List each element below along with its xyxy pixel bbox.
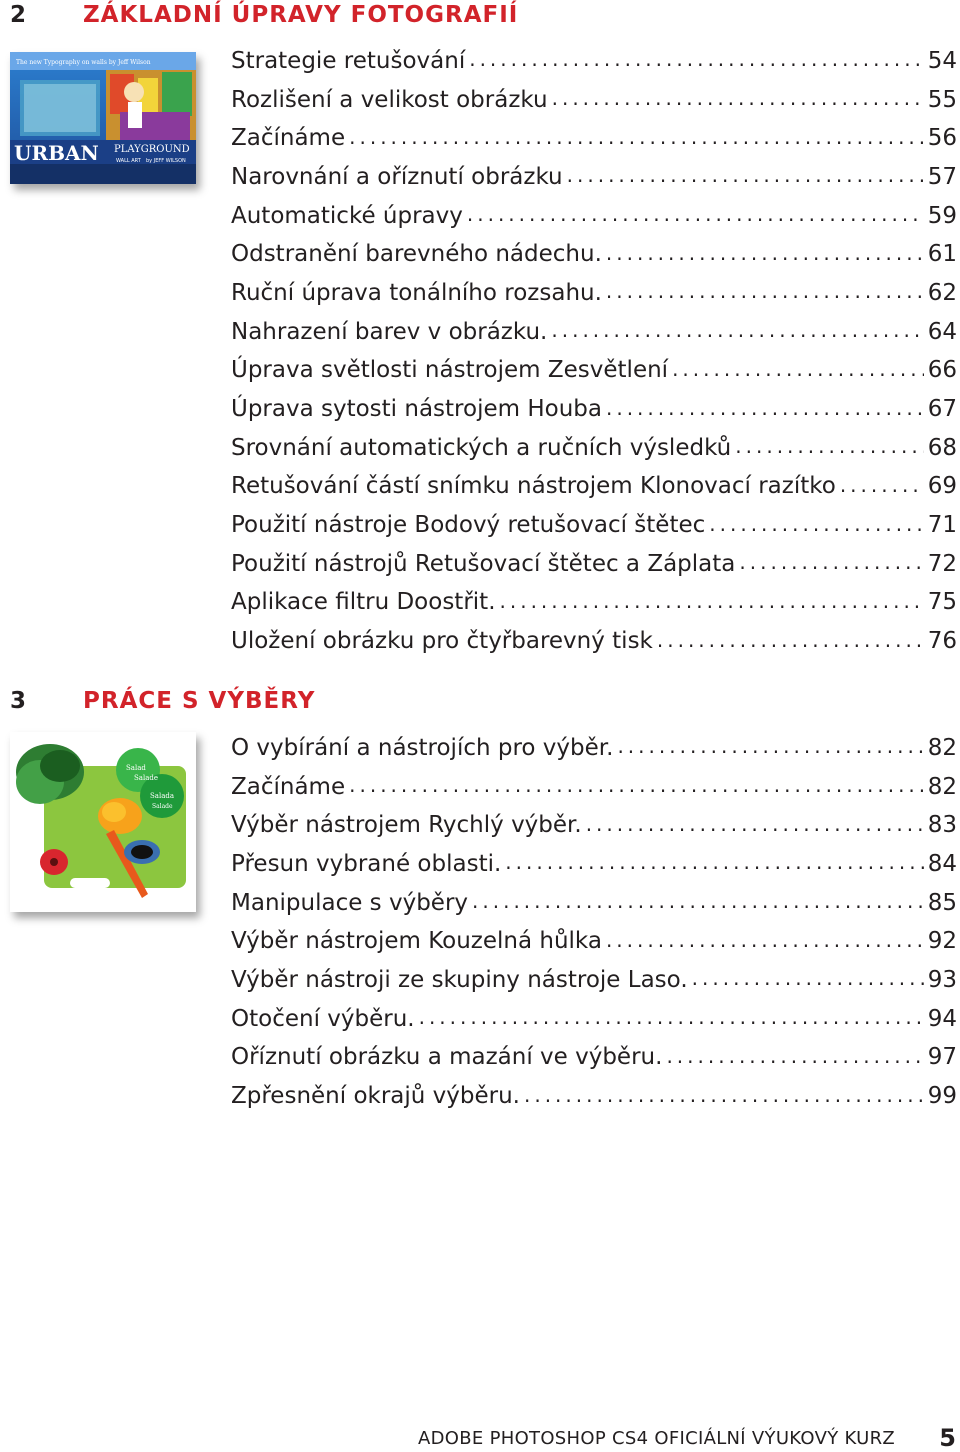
toc-entry[interactable] xyxy=(231,729,957,768)
dot-leader xyxy=(692,968,924,988)
toc-entry-page: 59 xyxy=(927,202,957,229)
toc-entry-page: 84 xyxy=(927,850,957,877)
toc-entry-page: 61 xyxy=(927,241,957,268)
toc-entry[interactable] xyxy=(231,468,957,507)
toc-entry-page: 94 xyxy=(927,1005,957,1032)
dot-leader xyxy=(606,243,924,263)
chapter-title: PRÁCE S VÝBĚRY xyxy=(83,688,316,714)
toc-entry-title: Narovnání a oříznutí obrázku xyxy=(231,163,563,190)
toc-entry-title: Zpřesnění okrajů výběru. xyxy=(231,1083,520,1110)
label-salad: Salad xyxy=(126,764,146,772)
dot-leader xyxy=(349,775,924,795)
toc-entry-page: 72 xyxy=(927,550,957,577)
chapter-2-toc-list xyxy=(231,42,957,661)
label-salada: Salada xyxy=(150,792,175,800)
dot-leader xyxy=(469,49,924,69)
dot-leader xyxy=(419,1007,924,1027)
toc-entry-title: Rozlišení a velikost obrázku xyxy=(231,86,548,113)
chapter-2-thumbnail xyxy=(10,52,196,184)
toc-entry-page: 62 xyxy=(927,279,957,306)
toc-entry-title: Oříznutí obrázku a mazání ve výběru. xyxy=(231,1044,663,1071)
dot-leader xyxy=(735,436,923,456)
toc-entry-title: Začínáme xyxy=(231,125,346,152)
dot-leader xyxy=(567,165,924,185)
toc-entry-page: 64 xyxy=(927,318,957,345)
toc-entry-title: Automatické úpravy xyxy=(231,202,463,229)
toc-entry-page: 85 xyxy=(927,889,957,916)
toc-entry-page: 83 xyxy=(927,812,957,839)
toc-entry-page: 55 xyxy=(927,86,957,113)
toc-entry-page: 93 xyxy=(927,966,957,993)
dot-leader xyxy=(657,630,924,650)
dot-leader xyxy=(551,320,923,340)
salad-vegetables-image xyxy=(10,732,196,912)
dot-leader xyxy=(505,852,923,872)
toc-entry[interactable] xyxy=(231,545,957,584)
toc-entry[interactable] xyxy=(231,922,957,961)
dot-leader xyxy=(606,281,924,301)
toc-entry-title: Uložení obrázku pro čtyřbarevný tisk xyxy=(231,628,653,655)
dot-leader xyxy=(666,1046,923,1066)
chapter-title: ZÁKLADNÍ ÚPRAVY FOTOGRAFIÍ xyxy=(83,2,519,28)
toc-entry[interactable] xyxy=(231,1039,957,1078)
dot-leader xyxy=(672,359,924,379)
dot-leader xyxy=(586,814,924,834)
dot-leader xyxy=(349,127,924,147)
running-footer: ADOBE PHOTOSHOP CS4 OFICIÁLNÍ VÝUKOVÝ KURZ xyxy=(418,1428,896,1449)
toc-entry-page: 97 xyxy=(927,1044,957,1071)
toc-entry[interactable] xyxy=(231,235,957,274)
toc-entry[interactable] xyxy=(231,768,957,807)
toc-entry-title: O vybírání a nástrojích pro výběr. xyxy=(231,734,614,761)
chapter-number: 3 xyxy=(10,688,27,714)
toc-entry[interactable] xyxy=(231,622,957,661)
urban-playground-image xyxy=(10,52,196,184)
toc-entry-page: 82 xyxy=(927,773,957,800)
chapter-3-toc-list xyxy=(231,729,957,1116)
toc-entry-title: Použití nástrojů Retušovací štětec a Záplata xyxy=(231,550,736,577)
toc-entry[interactable] xyxy=(231,1077,957,1116)
image-word-urban: URBAN xyxy=(14,141,99,165)
image-word-wallart: WALL ART xyxy=(116,158,141,164)
toc-entry-title: Nahrazení barev v obrázku. xyxy=(231,318,548,345)
toc-entry[interactable] xyxy=(231,429,957,468)
toc-entry-title: Výběr nástrojem Kouzelná hůlka xyxy=(231,928,602,955)
toc-entry[interactable] xyxy=(231,390,957,429)
dot-leader xyxy=(524,1085,924,1105)
dot-leader xyxy=(709,514,923,534)
toc-entry[interactable] xyxy=(231,884,957,923)
toc-entry-page: 92 xyxy=(927,928,957,955)
page-number: 5 xyxy=(939,1424,956,1452)
toc-entry-page: 75 xyxy=(927,589,957,616)
toc-entry-title: Strategie retušování xyxy=(231,47,466,74)
dot-leader xyxy=(617,736,923,756)
toc-entry-page: 67 xyxy=(927,396,957,423)
toc-entry[interactable] xyxy=(231,506,957,545)
toc-entry-page: 99 xyxy=(927,1083,957,1110)
dot-leader xyxy=(606,930,924,950)
toc-entry-title: Aplikace filtru Doostřit. xyxy=(231,589,496,616)
chapter-2-header xyxy=(0,2,960,36)
dot-leader xyxy=(606,398,924,418)
toc-entry[interactable] xyxy=(231,158,957,197)
toc-entry[interactable] xyxy=(231,961,957,1000)
dot-leader xyxy=(840,475,924,495)
label-salade: Salade xyxy=(134,774,159,782)
toc-entry-page: 57 xyxy=(927,163,957,190)
toc-entry-title: Použití nástroje Bodový retušovací štětec xyxy=(231,512,706,539)
toc-entry[interactable] xyxy=(231,352,957,391)
toc-entry[interactable] xyxy=(231,584,957,623)
dot-leader xyxy=(500,591,924,611)
toc-entry-title: Začínáme xyxy=(231,773,346,800)
toc-entry-page: 76 xyxy=(927,628,957,655)
dot-leader xyxy=(467,204,924,224)
toc-entry-title: Výběr nástroji ze skupiny nástroje Laso. xyxy=(231,966,688,993)
toc-entry[interactable] xyxy=(231,1000,957,1039)
toc-entry[interactable] xyxy=(231,313,957,352)
toc-entry-title: Manipulace s výběry xyxy=(231,889,469,916)
toc-entry[interactable] xyxy=(231,274,957,313)
dot-leader xyxy=(552,88,924,108)
toc-entry[interactable] xyxy=(231,806,957,845)
toc-entry[interactable] xyxy=(231,845,957,884)
toc-entry-title: Odstranění barevného nádechu. xyxy=(231,241,602,268)
toc-entry-page: 71 xyxy=(927,512,957,539)
dot-leader xyxy=(472,891,924,911)
toc-entry-title: Výběr nástrojem Rychlý výběr. xyxy=(231,812,582,839)
toc-entry-title: Přesun vybrané oblasti. xyxy=(231,850,502,877)
toc-entry-title: Úprava sytosti nástrojem Houba xyxy=(231,396,602,423)
toc-entry-page: 56 xyxy=(927,125,957,152)
image-caption-text: The new Typography on walls by Jeff Wilson xyxy=(16,59,151,66)
image-word-playground: PLAYGROUND xyxy=(114,144,190,155)
toc-entry[interactable] xyxy=(231,119,957,158)
toc-entry-page: 68 xyxy=(927,434,957,461)
toc-entry-page: 54 xyxy=(927,47,957,74)
toc-entry-title: Srovnání automatických a ručních výsledků xyxy=(231,434,732,461)
toc-entry-title: Ruční úprava tonálního rozsahu. xyxy=(231,279,602,306)
toc-entry-title: Otočení výběru. xyxy=(231,1005,415,1032)
toc-entry[interactable] xyxy=(231,42,957,81)
toc-entry-page: 82 xyxy=(927,734,957,761)
toc-entry[interactable] xyxy=(231,197,957,236)
image-word-author: by JEFF WILSON xyxy=(146,158,186,164)
toc-entry-page: 69 xyxy=(927,473,957,500)
chapter-3-thumbnail xyxy=(10,732,196,912)
chapter-number: 2 xyxy=(10,2,27,28)
dot-leader xyxy=(739,552,923,572)
toc-entry[interactable] xyxy=(231,81,957,120)
label-salade-2: Salade xyxy=(152,803,173,810)
chapter-3-header xyxy=(0,688,960,722)
toc-entry-title: Retušování částí snímku nástrojem Klonovací razítko xyxy=(231,473,836,500)
toc-entry-title: Úprava světlosti nástrojem Zesvětlení xyxy=(231,357,669,384)
toc-entry-page: 66 xyxy=(927,357,957,384)
